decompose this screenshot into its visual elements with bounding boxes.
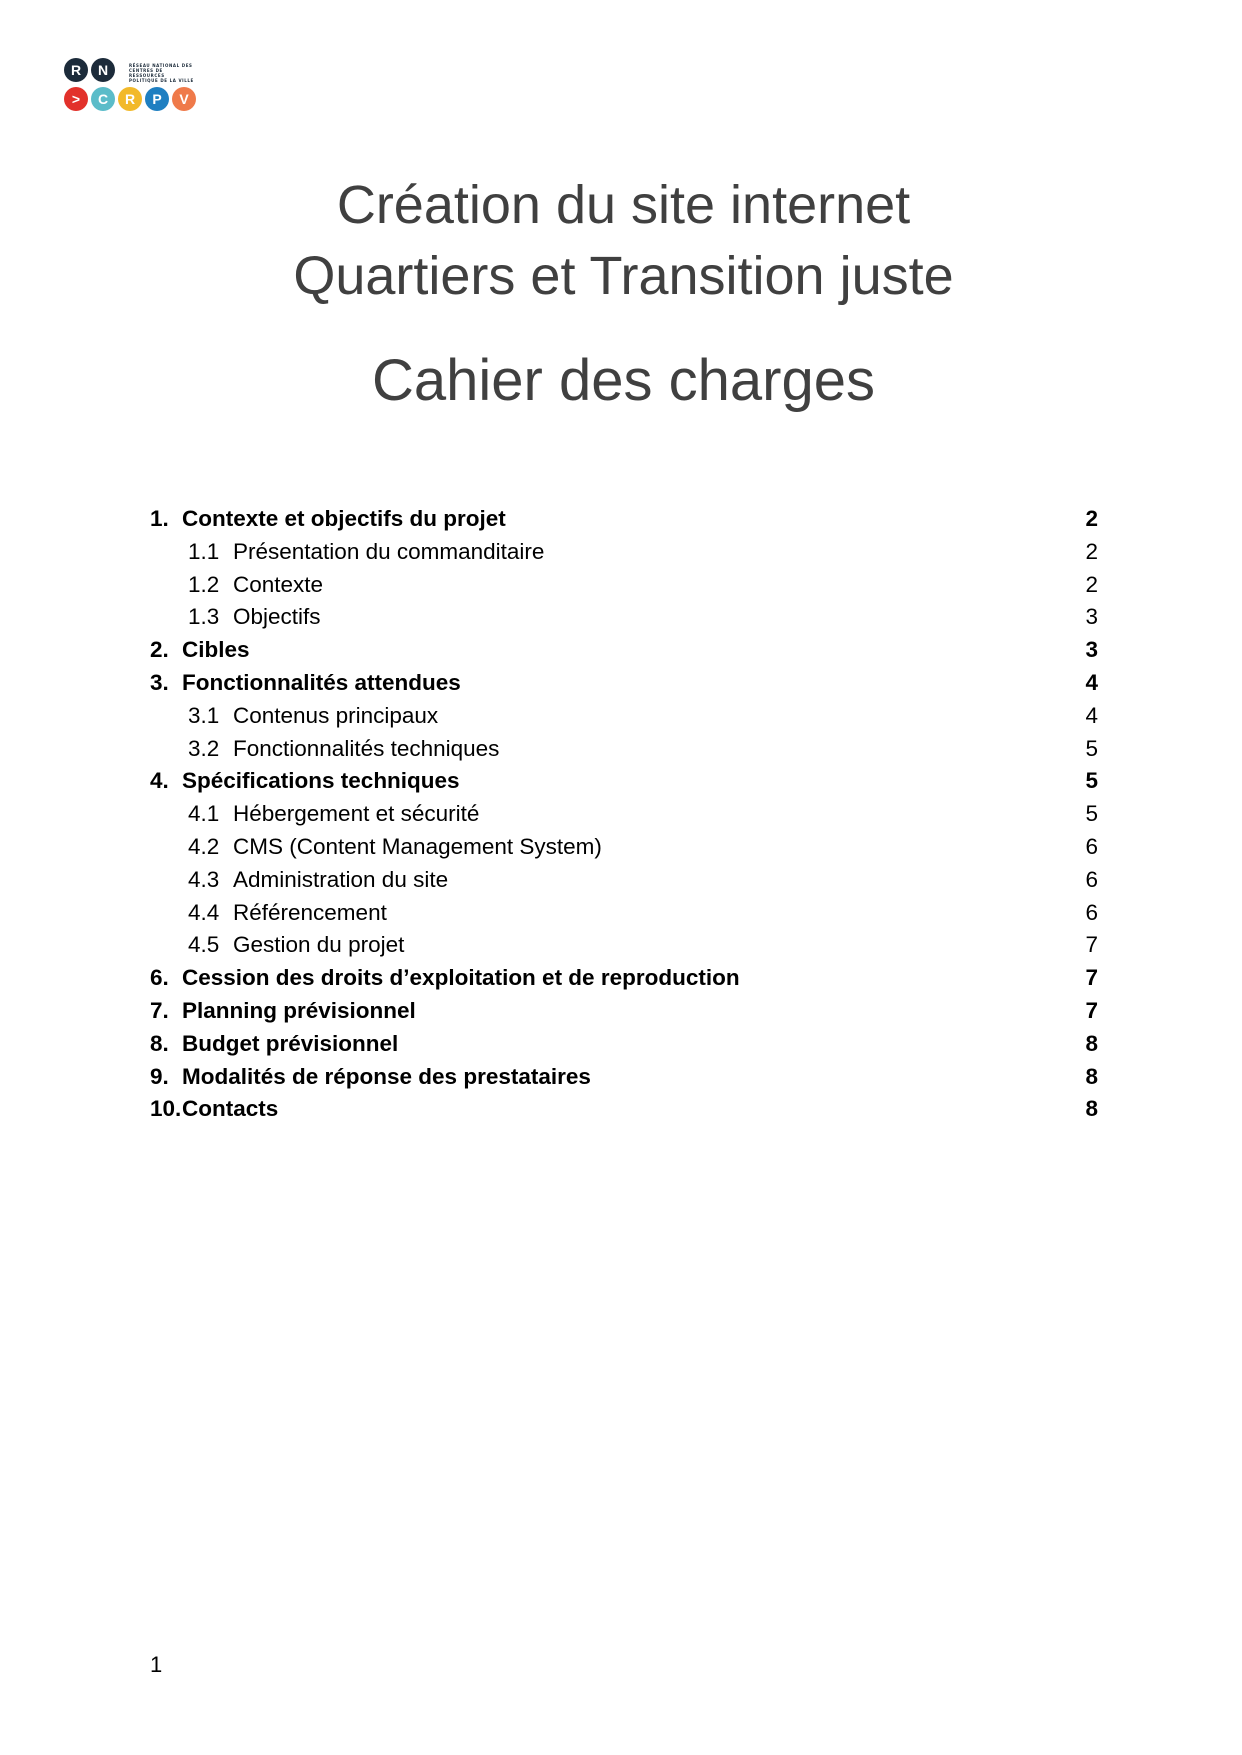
toc-entry-label: Spécifications techniques bbox=[182, 768, 460, 794]
logo-circle-c: C bbox=[91, 87, 115, 111]
toc-entry-label: Objectifs bbox=[233, 604, 321, 630]
logo-circle-n: N bbox=[91, 58, 115, 82]
toc-entry-page: 6 bbox=[1085, 833, 1098, 859]
toc-entry[interactable] bbox=[150, 503, 1098, 536]
toc-entry[interactable] bbox=[150, 1093, 1098, 1126]
toc-entry-page: 2 bbox=[1085, 571, 1098, 597]
logo-circle-arrow: > bbox=[64, 87, 88, 111]
document-subtitle: Cahier des charges bbox=[372, 348, 875, 413]
toc-entry-label: Contacts bbox=[182, 1096, 279, 1122]
toc-entry-number: 1.1 bbox=[188, 538, 220, 564]
toc-entry-page: 7 bbox=[1085, 932, 1098, 958]
toc-entry-page: 2 bbox=[1085, 506, 1098, 531]
table-of-contents bbox=[150, 503, 1098, 1126]
toc-entry[interactable] bbox=[150, 798, 1098, 831]
toc-entry-number: 1.3 bbox=[188, 604, 220, 630]
toc-entry-page: 5 bbox=[1085, 801, 1098, 827]
toc-entry-page: 3 bbox=[1085, 604, 1098, 630]
toc-entry[interactable] bbox=[150, 569, 1098, 602]
toc-entry-page: 5 bbox=[1085, 735, 1098, 761]
toc-entry-label: Modalités de réponse des prestataires bbox=[182, 1063, 591, 1089]
toc-entry-number: 4.4 bbox=[188, 899, 220, 925]
toc-entry[interactable] bbox=[150, 1061, 1098, 1094]
toc-entry[interactable] bbox=[150, 897, 1098, 930]
toc-entry-label: Présentation du commanditaire bbox=[233, 538, 545, 564]
document-title-block bbox=[0, 170, 1242, 416]
toc-entry[interactable] bbox=[150, 864, 1098, 897]
toc-entry-number: 4.3 bbox=[188, 866, 220, 892]
toc-entry-number: 1. bbox=[150, 506, 169, 531]
toc-entry-page: 4 bbox=[1085, 702, 1098, 728]
toc-entry-number: 4.5 bbox=[188, 932, 220, 958]
page-number: 1 bbox=[150, 1652, 163, 1677]
toc-entry-number: 4.1 bbox=[188, 801, 220, 827]
toc-entry[interactable] bbox=[150, 700, 1098, 733]
toc-entry[interactable] bbox=[150, 536, 1098, 569]
toc-entry-number: 4.2 bbox=[188, 833, 220, 859]
toc-entry[interactable] bbox=[150, 601, 1098, 634]
toc-entry-number: 3.1 bbox=[188, 702, 220, 728]
toc-entry-label: CMS (Content Management System) bbox=[233, 833, 602, 859]
toc-entry-label: Cibles bbox=[182, 637, 250, 663]
logo-circle-v: V bbox=[172, 87, 196, 111]
toc-entry[interactable] bbox=[150, 962, 1098, 995]
toc-entry-number: 1.2 bbox=[188, 571, 220, 597]
toc-entry-number: 2. bbox=[150, 637, 169, 663]
toc-entry-page: 7 bbox=[1085, 997, 1098, 1023]
toc-entry-label: Cession des droits d’exploitation et de reproduction bbox=[182, 965, 740, 991]
toc-entry-label: Fonctionnalités techniques bbox=[233, 735, 500, 761]
logo-circle-p: P bbox=[145, 87, 169, 111]
logo-tagline-line: CENTRES DE RESSOURCES bbox=[129, 68, 165, 78]
toc-entry-page: 6 bbox=[1085, 899, 1098, 925]
toc-entry-number: 8. bbox=[150, 1030, 169, 1056]
rncrpv-logo bbox=[64, 58, 214, 114]
toc-entry-page: 6 bbox=[1085, 866, 1098, 892]
toc-entry-number: 9. bbox=[150, 1063, 169, 1089]
toc-entry-label: Contexte et objectifs du projet bbox=[182, 506, 506, 531]
toc-entry-label: Contexte bbox=[233, 571, 324, 597]
toc-entry-page: 8 bbox=[1085, 1096, 1098, 1122]
logo-circle-r: R bbox=[64, 58, 88, 82]
title-line-2: Quartiers et Transition juste bbox=[293, 246, 954, 306]
toc-entry[interactable] bbox=[150, 634, 1098, 667]
logo-tagline bbox=[129, 63, 199, 83]
title-line-1: Création du site internet bbox=[336, 175, 911, 235]
toc-entry-page: 7 bbox=[1085, 965, 1098, 991]
logo-tagline-line: RÉSEAU NATIONAL DES bbox=[129, 63, 193, 68]
toc-entry-number: 3. bbox=[150, 669, 169, 695]
toc-entry-page: 8 bbox=[1085, 1063, 1098, 1089]
toc-entry-label: Fonctionnalités attendues bbox=[182, 669, 461, 695]
toc-entry-number: 4. bbox=[150, 768, 169, 794]
toc-entry-number: 7. bbox=[150, 997, 169, 1023]
toc-entry-page: 8 bbox=[1085, 1030, 1098, 1056]
toc-entry-label: Administration du site bbox=[233, 866, 449, 892]
toc-entry-label: Référencement bbox=[233, 899, 387, 925]
toc-entry[interactable] bbox=[150, 765, 1098, 798]
toc-entry[interactable] bbox=[150, 831, 1098, 864]
toc-entry[interactable] bbox=[150, 733, 1098, 766]
logo-circle-r2: R bbox=[118, 87, 142, 111]
logo-tagline-line: POLITIQUE DE LA VILLE bbox=[129, 78, 194, 83]
toc-entry-label: Contenus principaux bbox=[233, 702, 439, 728]
toc-entry[interactable] bbox=[150, 995, 1098, 1028]
toc-entry-label: Planning prévisionnel bbox=[182, 997, 416, 1023]
toc-entry-page: 5 bbox=[1085, 768, 1098, 794]
toc-entry-page: 3 bbox=[1085, 637, 1098, 663]
toc-entry-number: 10. bbox=[150, 1096, 182, 1122]
toc-entry-page: 2 bbox=[1085, 538, 1098, 564]
toc-entry-label: Gestion du projet bbox=[233, 932, 405, 958]
toc-entry[interactable] bbox=[150, 1028, 1098, 1061]
toc-entry-page: 4 bbox=[1085, 669, 1098, 695]
toc-entry-number: 6. bbox=[150, 965, 169, 991]
toc-entry-label: Hébergement et sécurité bbox=[233, 801, 480, 827]
toc-entry[interactable] bbox=[150, 667, 1098, 700]
toc-entry-label: Budget prévisionnel bbox=[182, 1030, 399, 1056]
toc-entry-number: 3.2 bbox=[188, 735, 220, 761]
toc-entry[interactable] bbox=[150, 929, 1098, 962]
